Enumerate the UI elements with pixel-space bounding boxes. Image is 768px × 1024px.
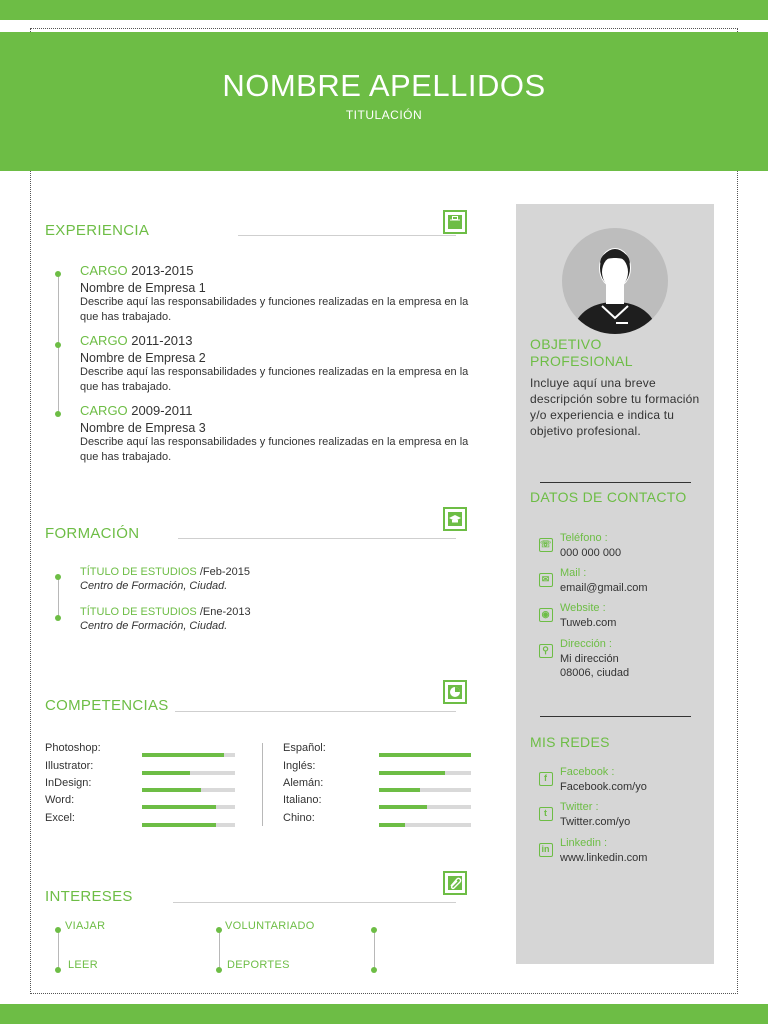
education-heading: FORMACIÓN [45,525,140,542]
experience-heading: EXPERIENCIA [45,222,150,239]
contact-value[interactable]: Facebook.com/yo [560,781,647,793]
language-skill-label: Español: [283,742,326,754]
pie-chart-icon [443,680,467,704]
top-accent-bar [0,0,768,20]
location-pin-icon: ⚲ [539,644,553,658]
contact-value[interactable]: email@gmail.com [560,582,648,594]
software-skill-label: Photoshop: [45,742,101,754]
timeline-dot [216,927,222,933]
mail-icon: ✉ [539,573,553,587]
timeline-dot [55,342,61,348]
job-description: Describe aquí las responsabilidades y funciones realizadas en la empresa en la que has trabajado. [80,366,469,393]
linkedin-icon: in [539,843,553,857]
interest-item: LEER [68,959,98,971]
rss-icon: ◉ [539,608,553,622]
contact-value[interactable]: Twitter.com/yo [560,816,631,828]
timeline-dot [55,411,61,417]
timeline-dot [371,927,377,933]
skills-column-divider [262,743,263,826]
language-skill-bar-fill [379,753,471,757]
contact-label: Linkedin : [560,837,608,849]
objective-heading: OBJETIVO PROFESIONAL [530,336,633,369]
timeline-dot [55,927,61,933]
interest-item: DEPORTES [227,959,290,971]
software-skill-bar-fill [142,805,216,809]
sidebar-divider [540,716,691,717]
contact-value[interactable]: Mi dirección [560,653,619,665]
phone-icon: ☏ [539,538,553,552]
skills-divider [175,711,456,712]
sidebar-divider [540,482,691,483]
job-description: Describe aquí las responsabilidades y funciones realizadas en la empresa en la que has trabajado. [80,296,469,323]
twitter-icon: t [539,807,553,821]
job-description: Describe aquí las responsabilidades y funciones realizadas en la empresa en la que has trabajado. [80,436,469,463]
software-skill-label: InDesign: [45,777,92,789]
language-skill-bar-fill [379,823,405,827]
contact-value[interactable]: www.linkedin.com [560,852,648,864]
language-skill-label: Chino: [283,812,315,824]
interests-timeline-3 [374,930,375,970]
education-place: Centro de Formación, Ciudad. [80,620,228,632]
job-company: Nombre de Empresa 2 [80,351,206,365]
software-skill-label: Word: [45,794,75,806]
contact-heading: DATOS DE CONTACTO [530,489,687,505]
interest-item: VOLUNTARIADO [225,920,315,932]
contact-label: Mail : [560,567,587,579]
software-skill-bar-fill [142,753,224,757]
contact-label: Teléfono : [560,532,608,544]
briefcase-icon [443,210,467,234]
software-skill-label: Excel: [45,812,75,824]
software-skill-label: Illustrator: [45,760,94,772]
education-divider [178,538,456,539]
job-heading: CARGO 2013-2015 [80,263,194,278]
software-skill-bar-fill [142,771,190,775]
candidate-title: TITULACIÓN [345,108,423,122]
language-skill-label: Alemán: [283,777,324,789]
education-heading-line: TÍTULO DE ESTUDIOS /Ene-2013 [80,606,251,618]
interests-heading: INTERESES [45,888,133,905]
social-heading: MIS REDES [530,734,610,750]
experience-divider [238,235,456,236]
interest-item: VIAJAR [65,920,106,932]
language-skill-label: Italiano: [283,794,322,806]
facebook-icon: f [539,772,553,786]
skills-heading: COMPETENCIAS [45,697,169,714]
timeline-dot [55,967,61,973]
timeline-dot [216,967,222,973]
contact-value-line2: 08006, ciudad [560,667,630,679]
job-heading: CARGO 2009-2011 [80,403,193,418]
contact-label: Dirección : [560,638,612,650]
contact-label: Twitter : [560,801,599,813]
language-skill-label: Inglés: [283,760,316,772]
contact-value[interactable]: 000 000 000 [560,547,622,559]
software-skill-bar-fill [142,788,201,792]
job-company: Nombre de Empresa 3 [80,421,206,435]
graduation-cap-icon [443,507,467,531]
bottom-accent-bar [0,1004,768,1024]
job-company: Nombre de Empresa 1 [80,281,206,295]
contact-label: Facebook : [560,766,615,778]
candidate-name: NOMBRE APELLIDOS [222,68,546,103]
timeline-dot [55,574,61,580]
user-avatar-icon [562,228,668,334]
interests-timeline-2 [219,930,220,970]
interests-divider [173,902,456,903]
language-skill-bar-fill [379,805,427,809]
objective-text: Incluye aquí una breve descripción sobre tu formación y/o experiencia e indica tu objetivo profesional. [530,376,700,438]
contact-label: Website : [560,602,606,614]
education-place: Centro de Formación, Ciudad. [80,580,228,592]
timeline-dot [55,615,61,621]
job-heading: CARGO 2011-2013 [80,333,193,348]
education-timeline [58,577,59,618]
contact-value[interactable]: Tuweb.com [560,617,617,629]
interests-timeline-1 [58,930,59,970]
education-heading-line: TÍTULO DE ESTUDIOS /Feb-2015 [80,566,250,578]
timeline-dot [371,967,377,973]
software-skill-bar-fill [142,823,216,827]
language-skill-bar-fill [379,771,445,775]
paperclip-icon [443,871,467,895]
language-skill-bar-fill [379,788,420,792]
timeline-dot [55,271,61,277]
